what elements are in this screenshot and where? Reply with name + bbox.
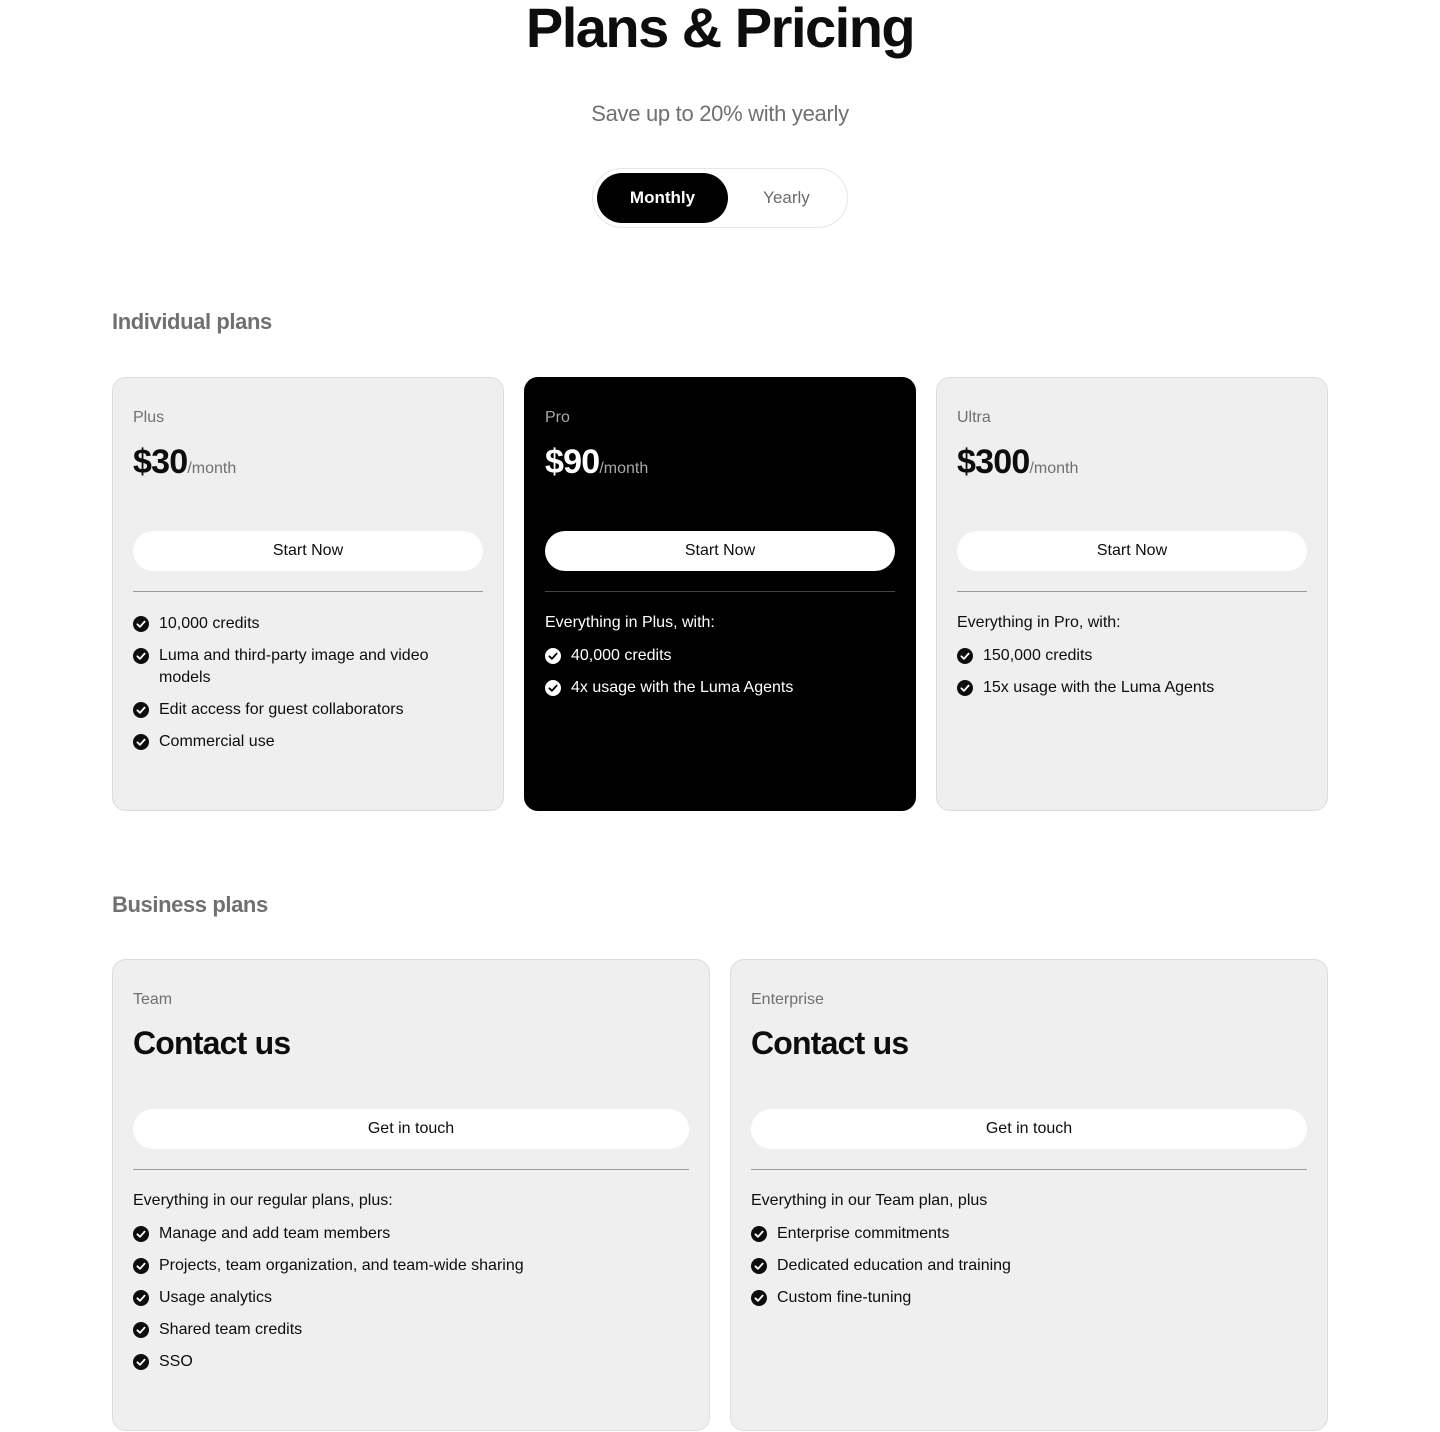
feature-text: 40,000 credits — [571, 647, 672, 664]
feature-text: SSO — [159, 1353, 193, 1370]
check-circle-icon — [133, 734, 149, 750]
check-circle-icon — [751, 1290, 767, 1306]
feature-text: 10,000 credits — [159, 615, 260, 632]
feature-lead: Everything in Pro, with: — [957, 614, 1121, 631]
plan-card-team — [112, 959, 710, 1431]
check-circle-icon — [133, 1322, 149, 1338]
feature-list — [133, 613, 483, 763]
check-circle-icon — [133, 1354, 149, 1370]
check-circle-icon — [133, 1258, 149, 1274]
feature-lead: Everything in Plus, with: — [545, 614, 715, 631]
toggle-monthly[interactable]: Monthly — [597, 173, 728, 223]
toggle-yearly[interactable]: Yearly — [763, 188, 810, 207]
feature-list — [133, 1191, 689, 1383]
business-plans-heading: Business plans — [112, 892, 268, 917]
feature-text: 4x usage with the Luma Agents — [571, 679, 794, 696]
get-in-touch-button[interactable]: Get in touch — [133, 1109, 689, 1149]
check-circle-icon — [133, 702, 149, 718]
plan-name: Enterprise — [751, 991, 824, 1008]
individual-plans-heading: Individual plans — [112, 309, 272, 334]
feature-list — [545, 613, 895, 709]
plan-card-enterprise — [730, 959, 1328, 1431]
feature-item — [133, 1287, 689, 1309]
plan-card-pro — [524, 377, 916, 811]
check-circle-icon — [957, 680, 973, 696]
feature-text: Edit access for guest collaborators — [159, 701, 404, 718]
feature-item — [133, 613, 483, 635]
feature-item — [133, 699, 483, 721]
feature-text: 15x usage with the Luma Agents — [983, 679, 1215, 696]
feature-item — [957, 645, 1307, 667]
plan-price — [957, 442, 1078, 489]
contact-headline: Contact us — [133, 1025, 291, 1061]
feature-text: Luma and third-party image and video models — [159, 647, 429, 686]
price-amount: $300 — [957, 443, 1030, 481]
check-circle-icon — [133, 1226, 149, 1242]
feature-list — [751, 1191, 1307, 1319]
check-circle-icon — [751, 1226, 767, 1242]
feature-lead: Everything in our Team plan, plus — [751, 1192, 988, 1209]
check-circle-icon — [133, 648, 149, 664]
plan-card-ultra — [936, 377, 1328, 811]
feature-item — [133, 1223, 689, 1245]
page-title: Plans & Pricing — [525, 0, 915, 59]
divider — [133, 1169, 689, 1170]
check-circle-icon — [545, 648, 561, 664]
start-now-button[interactable]: Start Now — [957, 531, 1307, 571]
check-circle-icon — [133, 616, 149, 632]
feature-text: Manage and add team members — [159, 1225, 391, 1242]
feature-item — [751, 1255, 1307, 1277]
feature-item — [133, 1351, 689, 1373]
plan-price — [545, 442, 648, 489]
get-in-touch-button[interactable]: Get in touch — [751, 1109, 1307, 1149]
feature-text: Usage analytics — [159, 1289, 272, 1306]
plan-card-plus — [112, 377, 504, 811]
feature-item — [133, 1319, 689, 1341]
plan-name: Plus — [133, 409, 165, 426]
plan-price — [133, 442, 236, 489]
plan-name: Team — [133, 991, 173, 1008]
feature-item — [957, 677, 1307, 699]
feature-item — [133, 645, 483, 689]
check-circle-icon — [133, 1290, 149, 1306]
feature-item — [133, 1255, 689, 1277]
feature-item — [545, 677, 895, 699]
divider — [133, 591, 483, 592]
feature-text: 150,000 credits — [983, 647, 1093, 664]
feature-list — [957, 613, 1307, 709]
plan-name: Ultra — [957, 409, 991, 426]
feature-item — [751, 1223, 1307, 1245]
start-now-button[interactable]: Start Now — [545, 531, 895, 571]
feature-text: Shared team credits — [159, 1321, 303, 1338]
plan-name: Pro — [545, 409, 570, 426]
feature-item — [751, 1287, 1307, 1309]
feature-text: Custom fine-tuning — [777, 1289, 912, 1306]
page-subtitle: Save up to 20% with yearly — [591, 101, 849, 126]
feature-item — [133, 731, 483, 753]
feature-text: Dedicated education and training — [777, 1257, 1011, 1274]
feature-item — [545, 645, 895, 667]
price-amount: $30 — [133, 443, 188, 481]
divider — [545, 591, 895, 592]
price-unit: /month — [1029, 460, 1079, 477]
feature-text: Projects, team organization, and team-wide sharing — [159, 1257, 524, 1274]
check-circle-icon — [545, 680, 561, 696]
feature-lead: Everything in our regular plans, plus: — [133, 1192, 393, 1209]
price-unit: /month — [187, 460, 237, 477]
divider — [957, 591, 1307, 592]
feature-text: Enterprise commitments — [777, 1225, 950, 1242]
check-circle-icon — [957, 648, 973, 664]
price-unit: /month — [599, 460, 649, 477]
check-circle-icon — [751, 1258, 767, 1274]
billing-toggle — [592, 168, 848, 228]
contact-headline: Contact us — [751, 1025, 909, 1061]
divider — [751, 1169, 1307, 1170]
start-now-button[interactable]: Start Now — [133, 531, 483, 571]
feature-text: Commercial use — [159, 733, 275, 750]
price-amount: $90 — [545, 443, 600, 481]
